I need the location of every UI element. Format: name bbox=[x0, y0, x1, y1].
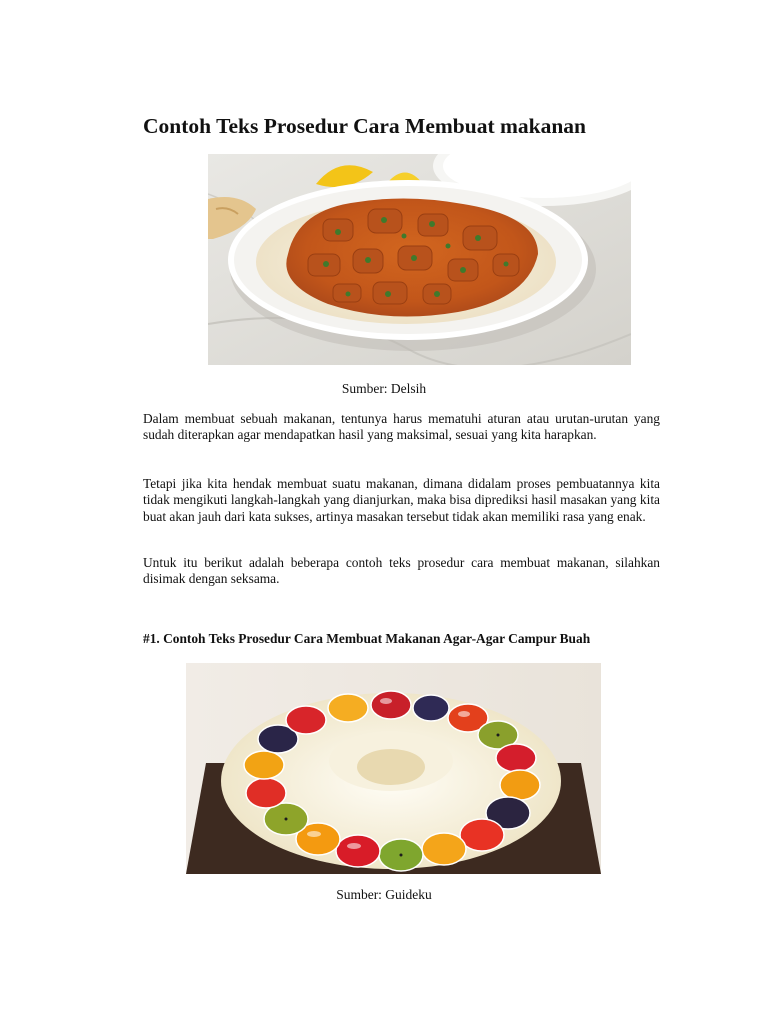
section-heading: #1. Contoh Teks Prosedur Cara Membuat Makanan Agar-Agar Campur Buah bbox=[143, 631, 591, 646]
fruit-agar-agar-image bbox=[186, 663, 601, 874]
paragraph: Dalam membuat sebuah makanan, tentunya harus mematuhi aturan atau urutan-urutan yang sudah diterapkan agar mendapatkan hasil yang maksimal, sesuai yang kita harapkan. bbox=[143, 411, 660, 443]
curry-rice-image bbox=[208, 154, 631, 365]
paragraph: Untuk itu berikut adalah beberapa contoh teks prosedur cara membuat makanan, silahkan disimak dengan seksama. bbox=[143, 555, 660, 587]
image-caption: Sumber: Guideku bbox=[336, 887, 432, 902]
document-title: Contoh Teks Prosedur Cara Membuat makanan bbox=[143, 114, 587, 138]
paragraph: Tetapi jika kita hendak membuat suatu makanan, dimana didalam proses pembuatannya kita tidak mengikuti langkah-langkah yang dianjurkan, maka bisa diprediksi hasil masakan yang kita buat akan jauh dari kata sukses, artinya masakan tersebut tidak akan memiliki rasa yang enak. bbox=[143, 476, 660, 524]
image-caption: Sumber: Delsih bbox=[341, 381, 427, 396]
